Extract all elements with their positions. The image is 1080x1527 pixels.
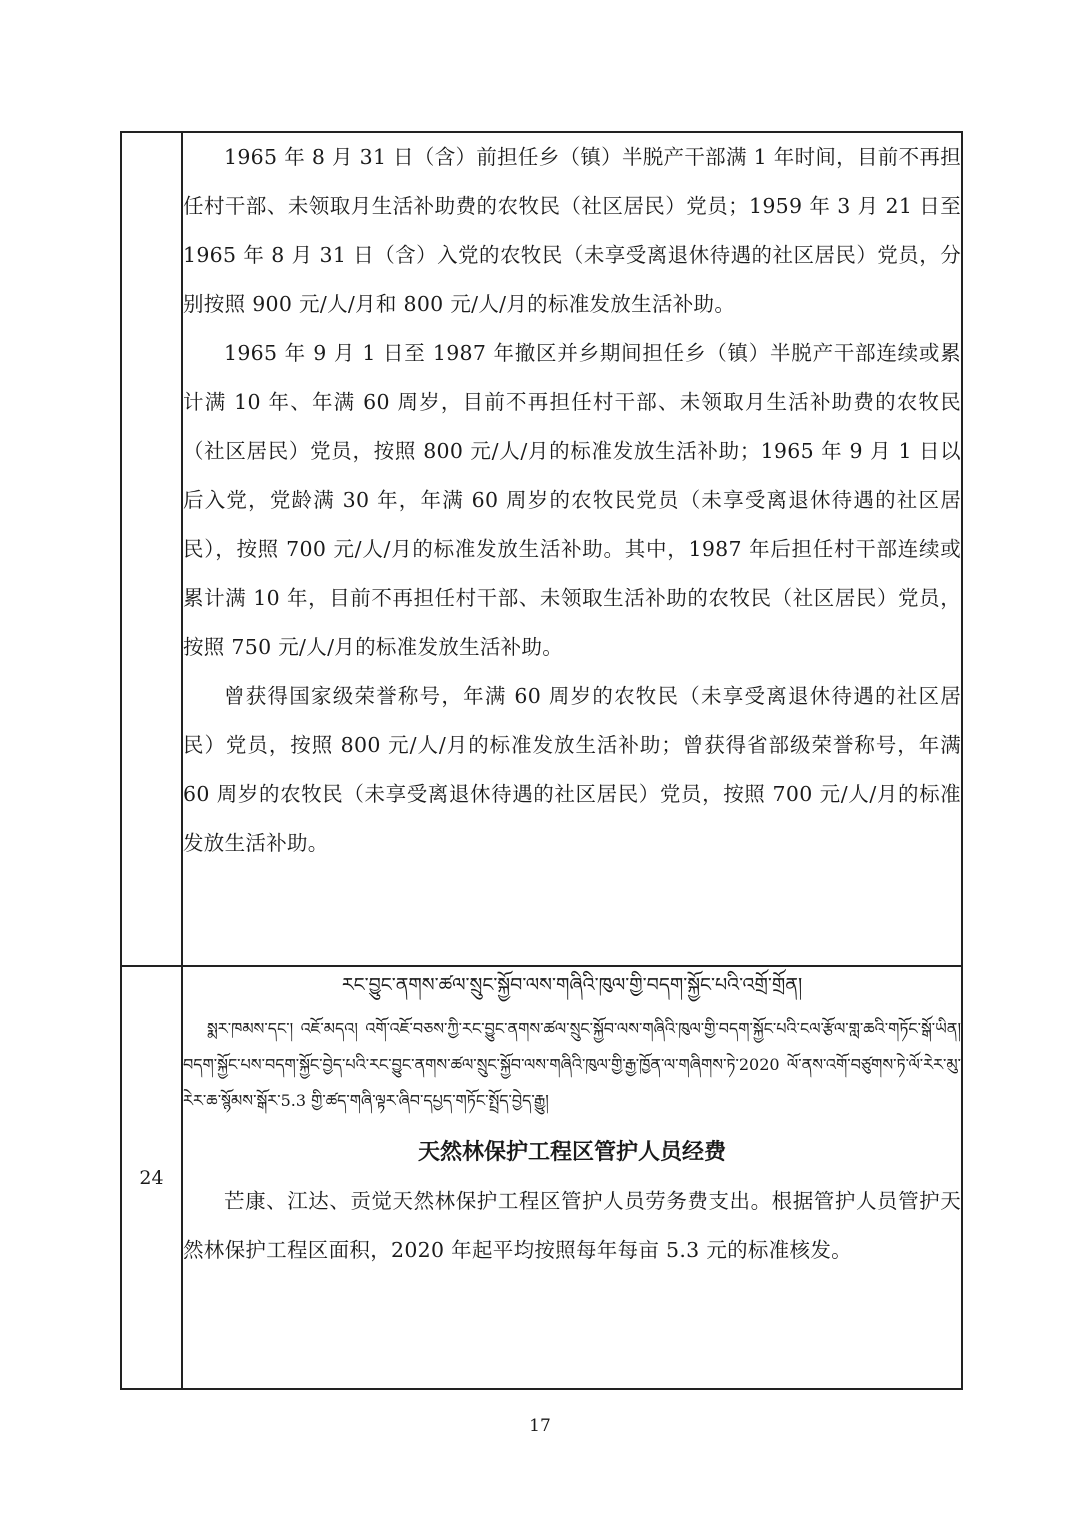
- item-description: 芒康、江达、贡觉天然林保护工程区管护人员劳务费支出。根据管护人员管护天然林保护工程区面积，2020 年起平均按照每年每亩 5.3 元的标准核发。: [183, 1189, 961, 1262]
- paragraph: 曾获得国家级荣誉称号，年满 60 周岁的农牧民（未享受离退休待遇的社区居民）党员，按照 800 元/人/月的标准发放生活补助；曾获得省部级荣誉称号，年满 60 周岁的农牧民（未享受离退休待遇的社区居民）党员，按照 700 元/人/月的标准发放生活补助。: [183, 684, 961, 855]
- table-row: [121, 966, 962, 1389]
- content-table: [120, 131, 963, 1390]
- item-title: 天然林保护工程区管护人员经费: [417, 1140, 726, 1165]
- paragraph: 1965 年 9 月 1 日至 1987 年撤区并乡期间担任乡（镇）半脱产干部连续或累计满 10 年、年满 60 周岁，目前不再担任村干部、未领取月生活补助费的农牧民（社区居民）党员，按照 800 元/人/月的标准发放生活补助；1965 年 9 月 1 日以后入党，党龄满 30 年，年满 60 周岁的农牧民党员（未享受离退休待遇的社区居民），按照 700 元/人/月的标准发放生活补助。其中，1987 年后担任村干部连续或累计满 10 年，目前不再担任村干部、未领取生活补助的农牧民（社区居民）党员，按照 750 元/人/月的标准发放生活补助。: [183, 341, 961, 659]
- row-number-cell: 24: [121, 966, 182, 1389]
- row-content-cell: [182, 966, 962, 1389]
- row-content-cell: [182, 132, 962, 966]
- page-number: 17: [529, 1416, 551, 1436]
- tibetan-body: སྨར་ཁམས་དང་། འཇོ་མདའ། འགོ་འཇོ་བཅས་ཀྱི་རང་བྱུང་ནགས་ཚལ་སྲུང་སྐྱོབ་ལས་གཞིའི་ཁུལ་གྱི་བདག་སྐྱོང་པའི་ངལ་རྩོལ་གླ་ཆའི་གཏོང་སྒོ་ཡིན། བདག་སྐྱོང་པས་བདག་སྐྱོང་བྱེད་པའི་རང་བྱུང་ནགས་ཚལ་སྲུང་སྐྱོབ་ལས་གཞིའི་ཁུལ་གྱི་རྒྱ་ཁྱོན་ལ་གཞིགས་ཏེ་2020 ལོ་ནས་འགོ་བཙུགས་ཏེ་ལོ་རེར་མུ་ རེར་ཆ་སྙོམས་སྒོར་5.3 གྱི་ཚད་གཞི་ལྟར་ཞིབ་དཔྱད་གཏོང་སྤྲོད་བྱེད་རྒྱུ།: [183, 1019, 961, 1110]
- table-row: [121, 132, 962, 966]
- tibetan-title: རང་བྱུང་ནགས་ཚལ་སྲུང་སྐྱོབ་ལས་གཞིའི་ཁུལ་གྱི་བདག་སྐྱོང་པའི་འགྲོ་གྲོན།: [341, 974, 803, 996]
- row-number-cell: [121, 132, 182, 966]
- paragraph: 1965 年 8 月 31 日（含）前担任乡（镇）半脱产干部满 1 年时间，目前不再担任村干部、未领取月生活补助费的农牧民（社区居民）党员；1959 年 3 月 21 日至 1965 年 8 月 31 日（含）入党的农牧民（未享受离退休待遇的社区居民）党员，分别按照 900 元/人/月和 800 元/人/月的标准发放生活补助。: [183, 145, 961, 316]
